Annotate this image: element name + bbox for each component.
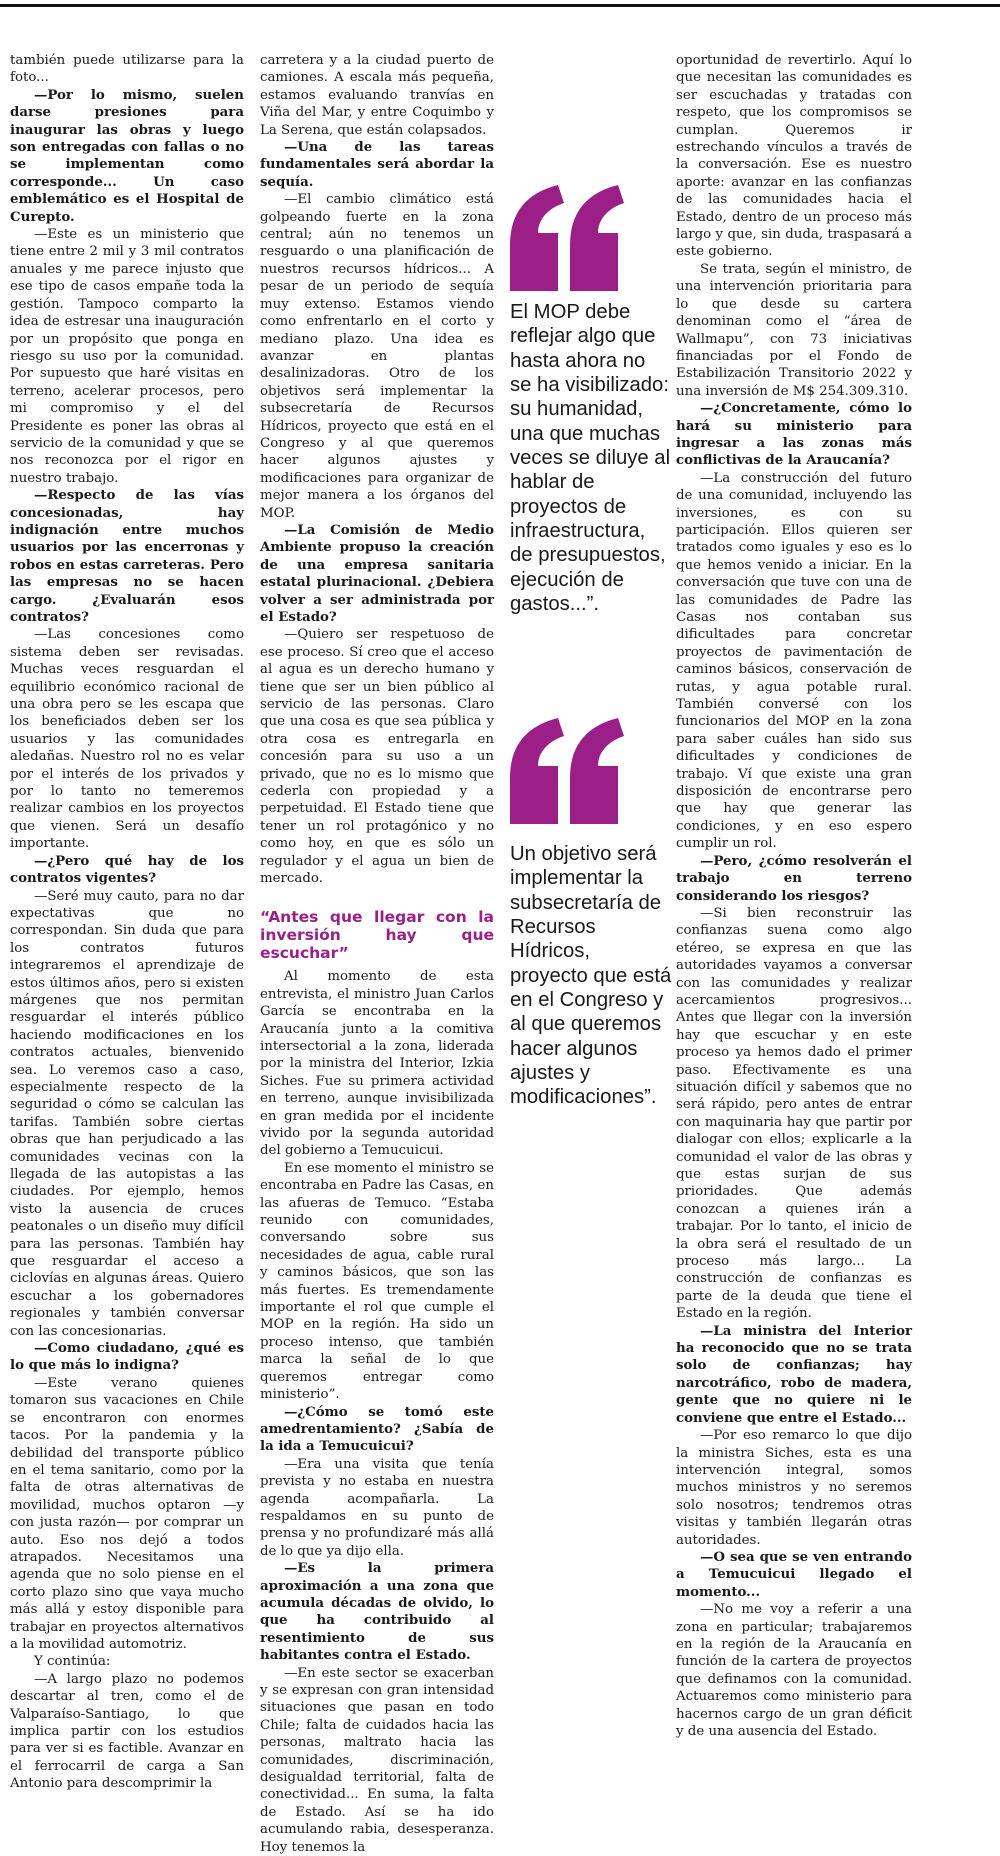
article-paragraph: Se trata, según el ministro, de una intervención prioritaria para lo que desde su cartera denominan como el “área de Wallmapu”, con 73 iniciativas financiadas por el Fondo de Estabilización Transitorio 2022 y una inversión de M$ 254.309.310. [676, 261, 912, 399]
article-paragraph: —No me voy a referir a una zona en particular; trabajaremos en la región de la Araucanía en función de la cartera de proyectos que definamos con la comunidad. Actuaremos como ministerio para hacernos cargo de un gran déficit y de una ausencia del Estado. [676, 1602, 912, 1739]
article-column-2 [260, 52, 494, 1856]
interview-question: —La Comisión de Medio Ambiente propuso la creación de una empresa sanitaria estatal plurinacional. ¿Debiera volver a ser administrada por el Estado? [260, 521, 494, 625]
article-paragraph: carretera y a la ciudad puerto de camiones. A escala más pequeña, estamos evaluando tranvías en Viña del Mar, y entre Coquimbo y La Serena, que están colapsados. [260, 53, 494, 138]
article-paragraph: también puede utilizarse para la foto... [10, 53, 244, 86]
interview-question: —¿Pero qué hay de los contratos vigentes? [10, 852, 244, 887]
article-paragraph: —Seré muy cauto, para no dar expectativas que no correspondan. Sin duda que para los contratos futuros integraremos el aprendizaje de estos últimos años, pero si existen márgenes que nos permitan resguardar el interés público haciendo modificaciones en los contratos actuales, bienvenido sea. Lo veremos caso a caso, especialmente respecto de la seguridad o cómo se calculan las tarifas. También sobre ciertas obras que han perjudicado a las comunidades vecinas con la llegada de las autopistas a las ciudades. Por ejemplo, hemos visto la ausencia de cruces peatonales o un diseño muy difícil para las personas. También hay que resguardar el acceso a ciclovías en algunas áreas. Quiero escuchar a los gobernadores regionales y también conversar con las concesionarias. [10, 888, 244, 1339]
interview-question: —Respecto de las vías concesionadas, hay indignación entre muchos usuarios por las encerronas y robos en estas carreteras. Pero las empresas no se hacen cargo. ¿Evaluarán esos contratos? [10, 487, 244, 625]
pull-quote-1 [510, 300, 672, 616]
interview-question: —Pero, ¿cómo resolverán el trabajo en terreno considerando los riesgos? [676, 852, 912, 904]
pull-quote-2 [510, 842, 672, 1110]
article-paragraph: —El cambio climático está golpeando fuerte en la zona central; aún no tenemos un resguardo o una planificación de nuestros recursos hídricos... A pesar de un periodo de sequía muy extenso. Estamos viendo como enfrentarlo en el corto y mediano plazo. Una idea es avanzar en plantas desalinizadoras. Otro de los objetivos será implementar la subsecretaría de Recursos Hídricos, proyecto que está en el Congreso y al que queremos hacer algunos ajustes y modificaciones para organizar de mejor manera a los órganos del MOP. [260, 192, 494, 521]
section-subheading: “Antes que llegar con la inversión hay que escuchar” [260, 907, 494, 963]
interview-question: —O sea que se ven entrando a Temucuicui llegado el momento... [676, 1548, 912, 1600]
article-paragraph: Al momento de esta entrevista, el ministro Juan Carlos García se encontraba en la Araucanía junto a la comitiva intersectorial a la zona, liderada por la ministra del Interior, Izkia Siches. Fue su primera actividad en terreno, aunque invisibilizada en gran medida por el incidente vivido por la segunda autoridad del gobierno a Temucuicui. [260, 969, 494, 1159]
quote-mark-icon [506, 716, 626, 826]
article-paragraph: —En este sector se exacerban y se expresan con gran intensidad situaciones que pasan en todo Chile; falta de cuidados hacia las personas, maltrato hacia las comunidades, discriminación, desigualdad territorial, falta de conectividad... En suma, la falta de Estado. Así se ha ido acumulando rabia, desesperanza. Hoy tenemos la [260, 1665, 494, 1855]
article-paragraph: —Este verano quienes tomaron sus vacaciones en Chile se encontraron con enormes tacos. Por la pandemia y la debilidad del transporte público en el tema sanitario, como por la falta de otras alternativas de movilidad, muchos optaron —y con justa razón— por comprar un auto. Eso nos dejó a todos atrapados. Necesitamos una agenda que no solo piense en el corto plazo sino que vaya mucho más allá y estoy disponible para trabajar en proyectos alternativos a la movilidad automotriz. [10, 1375, 244, 1652]
interview-question: —Una de las tareas fundamentales será abordar la sequía. [260, 139, 494, 190]
interview-question: —La ministra del Interior ha reconocido que no se trata solo de confianzas; hay narcotráfico, robo de madera, gente que no quiere ni le conviene que entre el Estado... [676, 1322, 912, 1426]
interview-question: —¿Concretamente, cómo lo hará su ministerio para ingresar a las zonas más conflictivas de la Araucanía? [676, 400, 912, 469]
article-paragraph: —La construcción del futuro de una comunidad, incluyendo las inversiones, es con su participación. Ellos quieren ser tratados como iguales y eso es lo que hemos venido a iniciar. En la conversación que tuve con una de las comunidades de Padre las Casas nos contaban sus dificultades para concretar proyectos de pavimentación de caminos básicos, conservación de rutas, y agua potable rural. También conversé con los funcionarios del MOP en la zona para saber cuáles han sido sus dificultades y condiciones de trabajo. Ví que existe una gran disposición de encontrarse pero que hay que generar las condiciones, y en eso espero cumplir un rol. [676, 470, 912, 852]
article-paragraph: —Por eso remarco lo que dijo la ministra Siches, esta es una intervención integral, somos muchos ministros y no seremos solo nosotros; tendremos otras visitas y también llegarán otras autoridades. [676, 1428, 912, 1548]
top-rule [0, 4, 1000, 7]
article-paragraph: —Las concesiones como sistema deben ser revisadas. Muchas veces resguardan el equilibrio económico racional de una obra pero se les escapa que los beneficiados deben ser los usuarios y las comunidades aledañas. Nuestro rol no es velar por el interés de los privados y por lo tanto no temeremos realizar cambios en los proyectos que vienen. Será un desafío importante. [10, 627, 244, 852]
interview-question: —Como ciudadano, ¿qué es lo que más lo indigna? [10, 1340, 244, 1374]
article-column-1 [10, 52, 244, 1793]
article-paragraph: Y continúa: [34, 1654, 111, 1670]
quote-mark-icon [506, 183, 626, 293]
article-paragraph: —Quiero ser respetuoso de ese proceso. Sí creo que el acceso al agua es un derecho humano y tiene que ser un bien público al servicio de las personas. Claro que una cosa es que sea pública y otra cosa es entregarla en concesión para su uso a un privado, que no es lo mismo que cederla con propiedad y a perpetuidad. El Estado tiene que tener un rol protagónico y no como hoy, en que es sólo un regulador y el agua un bien de mercado. [260, 627, 494, 887]
pull-quote-text: Un objetivo será implementar la subsecretaría de Recursos Hídricos, proyecto que está en el Congreso y al que queremos hacer algunos ajustes y modificaciones”. [510, 843, 672, 1109]
article-column-3 [676, 52, 912, 1740]
interview-question: —Es la primera aproximación a una zona que acumula décadas de olvido, lo que ha contribuido al resentimiento de sus habitantes contra el Estado. [260, 1560, 494, 1664]
article-paragraph: En ese momento el ministro se encontraba en Padre las Casas, en las afueras de Temuco. “Estaba reunido con comunidades, conversando sobre sus necesidades de agua, cable rural y caminos básicos, que son las más fuertes. Es tremendamente importante el rol que cumple el MOP en la región. Ha sido un proceso intenso, que también marca la señal de lo que queremos entregar como ministerio”. [260, 1160, 494, 1403]
interview-question: —Por lo mismo, suelen darse presiones para inaugurar las obras y luego son entregadas con fallas o no se implementan como corresponde... Un caso emblemático es el Hospital de Curepto. [10, 86, 244, 225]
pull-quote-text: El MOP debe reflejar algo que hasta ahora no se ha visibilizado: su humanidad, una que muchas veces se diluye al hablar de proyectos de infraestructura, de presupuestos, ejecución de gastos...”. [510, 301, 671, 616]
article-paragraph: —Este es un ministerio que tiene entre 2 mil y 3 mil contratos anuales y me parece injusto que ese tipo de casos empañe toda la gestión. Tampoco comparto la idea de estresar una inauguración por un propósito que ponga en riesgo su uso por la comunidad. Por supuesto que haré visitas en terreno, acelerar procesos, pero mi compromiso y el del Presidente es poner las obras al servicio de la comunidad y que se nos reconozca por el rigor en nuestro trabajo. [10, 227, 244, 486]
article-paragraph: oportunidad de revertirlo. Aquí lo que necesitan las comunidades es ser escuchadas y tratadas con respeto, que los compromisos se cumplan. Queremos ir estrechando vínculos a través de la conversación. Ese es nuestro aporte: avanzar en las confianzas de las comunidades hacia el Estado, dentro de un proceso más largo y que, sin duda, traspasará a este gobierno. [676, 53, 912, 260]
interview-question: —¿Cómo se tomó este amedrentamiento? ¿Sabía de la ida a Temucuicui? [260, 1403, 494, 1455]
article-paragraph: —A largo plazo no podemos descartar al tren, como el de Valparaíso-Santiago, lo que implica partir con los estudios para ver si es factible. Avanzar en el ferrocarril de carga a San Antonio para descomprimir la [10, 1671, 244, 1792]
article-paragraph: —Era una visita que tenía prevista y no estaba en nuestra agenda acompañarla. La respaldamos en su punto de prensa y no profundizaré más allá de lo que ya dijo ella. [260, 1456, 494, 1559]
article-paragraph: —Si bien reconstruir las confianzas suena como algo etéreo, se expresa en que las autoridades vayamos a conversar con las comunidades y realizar acercamientos progresivos... Antes que llegar con la inversión hay que escuchar y en este proceso ya hemos dado el primer paso. Efectivamente es una situación difícil y sabemos que no será rápido, pero antes de entrar con maquinaria hay que partir por dialogar con ellos; explicarle a la comunidad el valor de las obras y que estas surjan de sus prioridades. Que además conozcan a quienes irán a trabajar. Por lo tanto, el inicio de la obra será el resultado de un proceso más largo... La construcción de confianzas es parte de la deuda que tiene el Estado en la región. [676, 905, 912, 1322]
